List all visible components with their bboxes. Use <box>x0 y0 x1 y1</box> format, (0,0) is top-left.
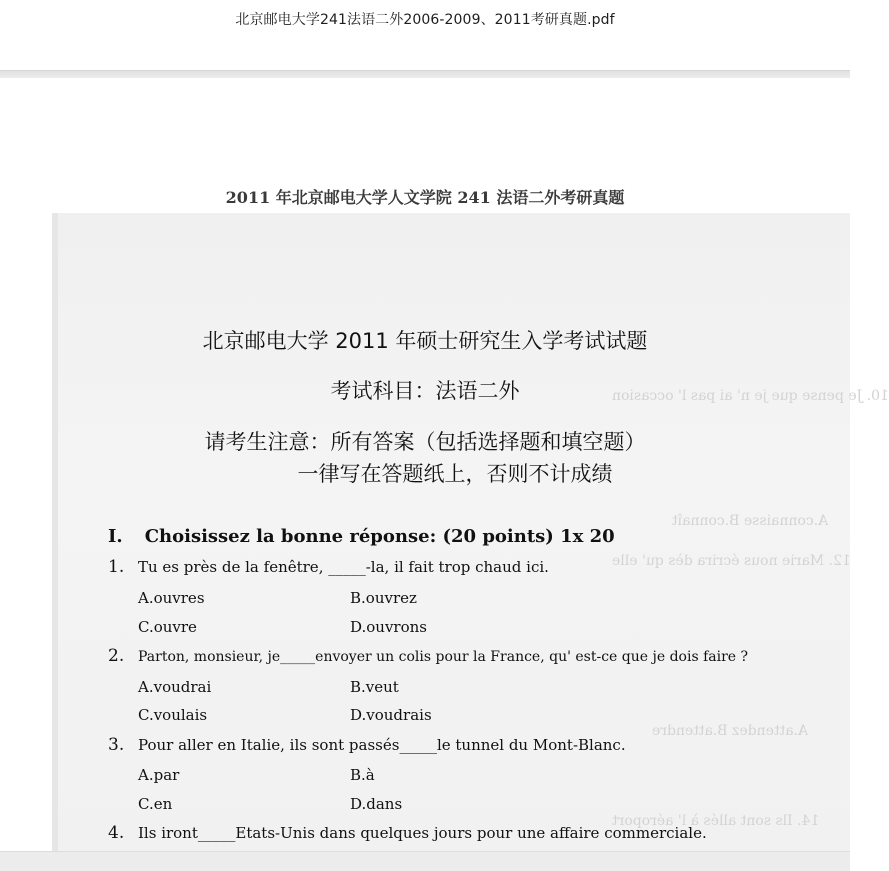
exam-subject: 考试科目：法语二外 <box>330 379 520 403</box>
question-number: 3. <box>108 735 125 755</box>
question-text: Ils iront_____Etats-Unis dans quelques jours pour une affaire commerciale. <box>138 824 707 842</box>
question-1 <box>108 557 549 577</box>
question-number: 4. <box>108 823 125 843</box>
viewer-footer <box>0 851 850 871</box>
scan-edge-shadow <box>52 213 58 853</box>
section-title: Choisissez la bonne réponse: (20 points) 1x 20 <box>144 526 615 547</box>
bleed-through-text: 12. Marie nous écrira dès qu' elle <box>612 553 851 569</box>
bleed-through-text: 14. Ils sont allés à l' aéroport <box>612 813 820 829</box>
bleed-through-text: A.attendez B.attendre <box>652 723 809 739</box>
question-4 <box>108 823 707 843</box>
question-text: Pour aller en Italie, ils sont passés_____le tunnel du Mont-Blanc. <box>138 736 626 754</box>
question-number: 1. <box>108 557 125 577</box>
option-d: D.ouvrons <box>350 618 427 636</box>
question-2 <box>108 646 748 666</box>
option-a: A.ouvres <box>138 589 205 607</box>
bleed-through-text: A.connaisse B.connaît <box>672 513 829 529</box>
option-b: B.ouvrez <box>350 589 417 607</box>
question-text: Parton, monsieur, je_____envoyer un colis pour la France, qu' est-ce que je dois faire ? <box>138 649 749 665</box>
exam-notice-line-1: 请考生注意：所有答案（包括选择题和填空题） <box>204 430 646 454</box>
exam-title: 北京邮电大学 2011 年硕士研究生入学考试试题 <box>202 329 648 353</box>
option-d: D.dans <box>350 795 403 813</box>
question-number: 2. <box>108 646 125 666</box>
option-a: A.voudrai <box>138 678 212 696</box>
option-c: C.voulais <box>138 706 208 724</box>
option-d: D.voudrais <box>350 706 432 724</box>
document-title: 北京邮电大学241法语二外2006-2009、2011考研真题.pdf <box>235 12 615 28</box>
option-b: B.veut <box>350 678 399 696</box>
section-number: I. <box>108 526 123 547</box>
option-a: A.par <box>138 766 180 784</box>
document-page <box>0 78 889 851</box>
option-c: C.en <box>138 795 173 813</box>
viewer-header <box>0 0 850 70</box>
option-c: C.ouvre <box>138 618 197 636</box>
bleed-through-text: 10. Je pense que je n' ai pas l' occasion <box>612 388 889 404</box>
exam-notice-line-2: 一律写在答题纸上，否则不计成绩 <box>297 462 613 486</box>
header-divider <box>0 70 850 78</box>
section-heading <box>108 526 615 547</box>
option-b: B.à <box>350 766 375 784</box>
question-3 <box>108 735 626 755</box>
question-text: Tu es près de la fenêtre, _____-la, il fait trop chaud ici. <box>138 558 549 576</box>
page-heading: 2011 年北京邮电大学人文学院 241 法语二外考研真题 <box>225 188 625 207</box>
